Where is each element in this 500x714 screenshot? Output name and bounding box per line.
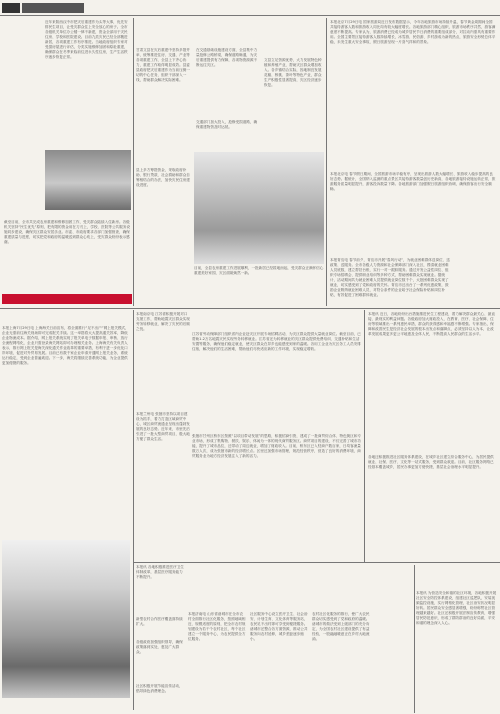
shequ-article xyxy=(416,565,498,713)
shequ-body: 本报讯 为营造安全和谐的社区环境，各地积极开展社区安全防控体系建设，组建社区巡逻队，安装视频监控设施，实行网格化管理，社区治安状况明显好转。居民群众安全感显著增强，纷纷称赞社区管理越来越好。社区还积极开展法制宣传教育，增强居民防范意识，形成了群防群治的良好局面，平安和谐的理念深入人心。 xyxy=(416,591,497,625)
shaanxi-body-2: 截至目前，全市共完成农房重建和维修加固工作，受灾群众陆续入住新房。各级机关坚持“民生优先”原则，把有限的资金用在刀刃上，学校、医院等公共服务设施同步建设，确保灾区群众安居乐业。市委、市政府要求各部门加强督查，确保重建质量与进度，切实把党和政府的温暖送到群众心坎上，受灾群众纷纷表示感谢。 xyxy=(4,220,130,244)
masthead-rule xyxy=(0,15,500,16)
right-top-body: 本报北京7月29日电 国家旅游局近日发布数据显示，今年各地旅游市场持续升温，春节黄金周期间全国共接待游客人数和旅游收入同比均有较大幅度增长。各地旅游部门精心组织，旅游市场秩序井然，游客满意度不断提高。专家认为，旅游消费已经成为城乡居民节日消费的重要组成部分，对拉动内需具有重要作用。全国主要景区接待游客人数持续增长，冰雪游、民俗游、乡村游成为新的热点，旅游安全形势总体平稳，未发生重大安全事故，假日旅游呈现一片喜气祥和的景象。 xyxy=(330,20,496,44)
mid-rule xyxy=(0,308,500,309)
chunjia-body: 本报北京电 春节假日期间，全国旅游市场平稳有序，呈现出旅游人数大幅增长、旅游收入稳步提高的良好态势。据统计，全国纳入监测的重点景区共接待游客数量创历史新高，各地旅游接待设施运转正常，旅游服务质量明显提升，游客投诉数量下降。各地旅游部门加强假日旅游组织协调，确保游客出行安全顺畅。 xyxy=(330,172,496,191)
small-item-1 xyxy=(136,565,184,639)
jiangsu-article xyxy=(136,310,362,410)
shanghai-article xyxy=(0,310,132,710)
gansu-body-col1: 甘肃文县在灾后重建中坚持多措并举，统筹推进住房、交通、产业等各项重建工作，全县上下齐心协力，重建工作取得明显成效。县委县政府把灾后重建作为当前压倒一切的中心任务，组织干部深入一线，帮助群众解决实际困难。 xyxy=(136,48,190,82)
reconstruction-banner xyxy=(2,294,132,304)
column-rule-4 xyxy=(364,310,365,562)
small-item-1-body-2: 新型农村合作医疗覆盖面持续扩大。 xyxy=(136,617,183,626)
jiangsu-body: 江苏省劳动保障部门组织省内企业赴灾区开展专场招聘活动，为灾区群众提供大量就业岗位。截至目前，已帮助1.2万名地震灾民实现劳务转移就业。江苏省还为转移就业的灾区群众提供免费培训、交通补贴和生活安置等服务，确保他们稳定就业，使灾区群众在异乡也能感受到家的温暖。各用工企业为灾区务工人员安排住宿，解决他们的生活困难，帮助他们尽快适应新的工作环境，实现稳定增收。 xyxy=(192,332,361,351)
zhangye-body: 张掖市甘州区桥东区按照“以项目带动发展”的思路，积极招商引资，建成了一批商贸综合体、特色街区和专业市场，形成了集购物、餐饮、娱乐、休闲为一体的现代商贸服务区。商贸项目的建设，不仅完善了城市功能，提升了城市品位，还带动了周边就业，增加了财政收入。目前，桥东区已入驻商户数百家，日均客流量数万人次，成为张掖市新的经济增长点。区里还加强市场管理，规范经营秩序，营造了良好的消费环境，商贸服务业为地方经济发展注入了新的活力。 xyxy=(192,434,362,458)
chunjia-article xyxy=(330,142,496,252)
gansu-body-col2: 在交通基础设施建设方面，全县集中力量抢修公路桥梁，确保道路畅通，为灾后重建提供有力保障，各项物资源源不断运往灾区。 xyxy=(196,48,258,67)
ronghe-body-1: 本报济南电 山东省诸城市在全市农村全面推行社区化服务，按照地域相近、规模适度的原则，把全市农村规划建设为若干个农村社区，每个社区建立一个服务中心，为农民提供全方位服务。 xyxy=(188,612,246,641)
small-item-1-body: 本报讯 各地积极推进医疗卫生体制改革，基层医疗服务能力不断提升。 xyxy=(136,565,184,579)
zhangye-article xyxy=(136,412,362,562)
zhangye-body-left: 本报兰州电 张掖市坚持以项目建设为抓手，着力打造区域商贸中心，城区商贸流通业呈现出蓬勃发展的良好态势。近年来，市里先后引进了一批大型商贸项目，极大地方便了群众生活。 xyxy=(136,412,190,441)
gansu-photo xyxy=(194,152,324,264)
right-mid-body-2: 各地还积极推进社区服务体系建设，在城乡社区建立综合服务中心，为居民提供就业、社保、医疗、文化等一站式服务，受到群众欢迎。目前，社区服务网络已经基本覆盖城乡，居民办事更加方便快捷，基层社会治理水平明显提升。 xyxy=(368,455,494,469)
column-rule-3 xyxy=(133,310,134,710)
small-item-2-body: 社区积极开展节能宣传活动，倡导绿色消费理念。 xyxy=(136,684,183,693)
ronghe-body-2: 社区服务中心设立医疗卫生、社会治安、计划生育、文化体育等服务站，农民足不出村即可享受到便捷服务。诸城市还整合各方面资源，推动公共服务向农村延伸，城乡差距逐步缩小。 xyxy=(250,612,308,641)
shaanxi-photo-caption xyxy=(45,211,131,217)
gansu-article xyxy=(136,18,324,308)
section-label xyxy=(22,3,84,13)
lower-body-col: 各级政府加强组织领导，确保政策落到实处，惠及广大群众。 xyxy=(136,640,183,654)
ronghe-body-3: 农村社区化服务的推行，使广大农民群众切实感受到了党和政府的温暖。诸城市的做法受到上级部门的充分肯定，为全国农村社区建设提供了有益经验，一股融融暖意正在乡村大地流淌。 xyxy=(312,612,370,641)
small-item-2 xyxy=(136,676,186,712)
qingdao-body: 本报青岛电 春节前夕，青岛市开展“春风行动”，为就业困难群体送岗位、送政策、送服务。全市各级人力资源和社会保障部门深入社区，摸清就业困难人员底数，建立帮扶台账，实行一对一跟踪服务。通过开发公益性岗位、组织专场招聘会、提供职业培训等多种方式，帮助困难群众实现就业。据统计，活动期间共为就业困难人员提供就业岗位数千个，大批困难群众实现了就业，切实感受到了党和政府的关怀。青岛市还出台了一系列优惠政策，鼓励企业吸纳就业困难人员，对符合条件的企业给予社会保险补贴和岗位补贴，有效促进了困难群体就业。 xyxy=(330,258,450,297)
shaanxi-body: 近年来陕西汉中市把灾后重建作为头等大事，优先安排民生项目，让受灾群众住上安全放心的房子。全市各级机关单位办公楼一律不新建，资金全部用于灾民住房、学校和医院建设。目前九类灾民已经全部搬进新居，各项重建工作有序推进。当地政府组织专家对受损房屋进行评估，分类实施维修加固和原址重建，确保群众在冬季来临前住进永久性住房，生产生活秩序逐步恢复正常。 xyxy=(45,20,128,59)
gansu-body-bottom: 目前，全县农房重建工作进展顺利，一批新居已经拔地而起，受灾群众正满怀信心重建美好家园，灾区面貌焕然一新。 xyxy=(194,266,324,275)
jiangsu-body-left: 本报南京电 江苏省积极开展对口支援工作，帮助地震灾区群众实现劳务转移就业，解决了灾民的后顾之忧。 xyxy=(136,312,190,331)
masthead xyxy=(0,0,500,16)
right-mid-body: 本报讯 近日，各地纷纷出台措施推进民生工程建设，着力解决群众最关心、最直接、最现实的利益问题。各级政府加大财政投入，在教育、医疗、社会保障、住房等领域推出一系列惠民举措，群众的获得感和幸福感不断增强。专家指出，保障和改善民生是经济社会发展的根本出发点和落脚点，必须坚持以人为本，让改革发展成果更多更公平地惠及全体人民，不断提高人民群众的生活水平。 xyxy=(368,312,495,336)
shanghai-photo-caption xyxy=(2,700,130,708)
gansu-body-col2b: 交通部门加大投入，抢修受损道路，确保重建物资及时运抵。 xyxy=(196,120,258,129)
column-rule-1 xyxy=(133,18,134,306)
shaanxi-photo xyxy=(45,150,131,210)
column-rule-5 xyxy=(414,565,415,713)
shanghai-body: 本报上海7月29日电 上海海关日前宣布，将全面推行“足不出户”网上报关模式，企业无需前往海关现场即可完成报关手续。这一举措将大大提高通关效率，降低企业物流成本。据介绍，网上报关系统实现了报关单电子数据申报、审核、放行全流程网络化，企业只需登录海关网站即可办理相关业务。上海海关有关负责人表示，推行网上报关是海关深化通关作业改革的重要举措，有利于进一步优化口岸环境，促进对外贸易发展。目前已有数千家企业申请开通网上报关业务，系统运行稳定，受到企业普遍欢迎。下一步，海关将继续完善系统功能，为企业提供更加便捷的服务。 xyxy=(2,326,129,365)
lower-rule xyxy=(134,562,500,563)
page-number xyxy=(2,3,20,13)
gansu-body-col3: 文县立足资源优势，大力发展特色种植和养殖产业，帮助灾区群众增加收入。各乡镇结合实际，因地制宜发展花椒、核桃、茶叶等特色产业，群众生产积极性显著提高，灾区经济逐步恢复。 xyxy=(264,58,322,87)
shanghai-photo xyxy=(2,540,130,698)
column-rule-2 xyxy=(326,18,327,306)
ronghe-article xyxy=(186,565,414,615)
shaanxi-article xyxy=(0,18,132,308)
gansu-body-col1b: 县上多方筹措资金，采取政府补助、银行贷款、社会捐助和群众自筹相结合的办法，加快灾民住房建设进度。 xyxy=(136,168,190,187)
